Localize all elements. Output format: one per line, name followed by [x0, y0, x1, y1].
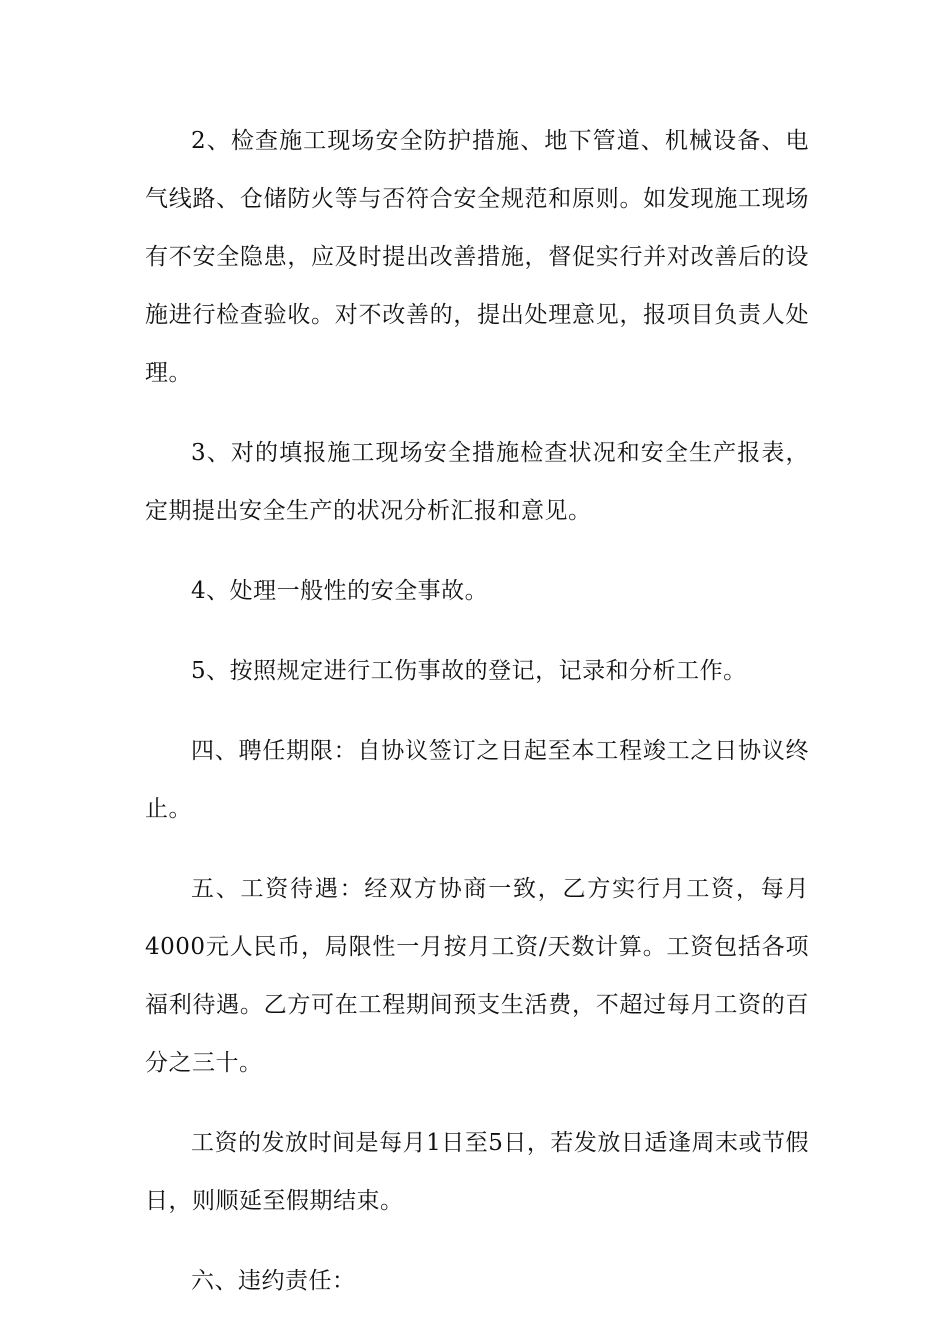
paragraph-item-5-injury-registration: 5、按照规定进行工伤事故的登记，记录和分析工作。: [191, 658, 747, 684]
paragraph-section-4-term: 四、聘任期限：自协议签订之日起至本工程竣工之日协议终止。: [145, 738, 809, 822]
paragraph-salary-payment-time: 工资的发放时间是每月1日至5日，若发放日适逢周末或节假日，则顺延至假期结束。: [145, 1130, 809, 1214]
paragraph-item-3-safety-report: 3、对的填报施工现场安全措施检查状况和安全生产报表，定期提出安全生产的状况分析汇报和意见。: [145, 440, 809, 524]
paragraph-section-5-salary: 五、工资待遇：经双方协商一致，乙方实行月工资，每月4000元人民币，局限性一月按月工资/天数计算。工资包括各项福利待遇。乙方可在工程期间预支生活费，不超过每月工资的百分之三十。: [145, 876, 809, 1076]
paragraph-item-4-accident-handling: 4、处理一般性的安全事故。: [191, 578, 489, 604]
document-body: [145, 112, 809, 1310]
paragraph-item-2-safety-inspection: 2、检查施工现场安全防护措施、地下管道、机械设备、电气线路、仓储防火等与否符合安全规范和原则。如发现施工现场有不安全隐患，应及时提出改善措施，督促实行并对改善后的设施进行检查验收。对不改善的，提出处理意见，报项目负责人处理。: [145, 128, 809, 386]
paragraph-section-6-liability: 六、违约责任：: [191, 1268, 356, 1294]
